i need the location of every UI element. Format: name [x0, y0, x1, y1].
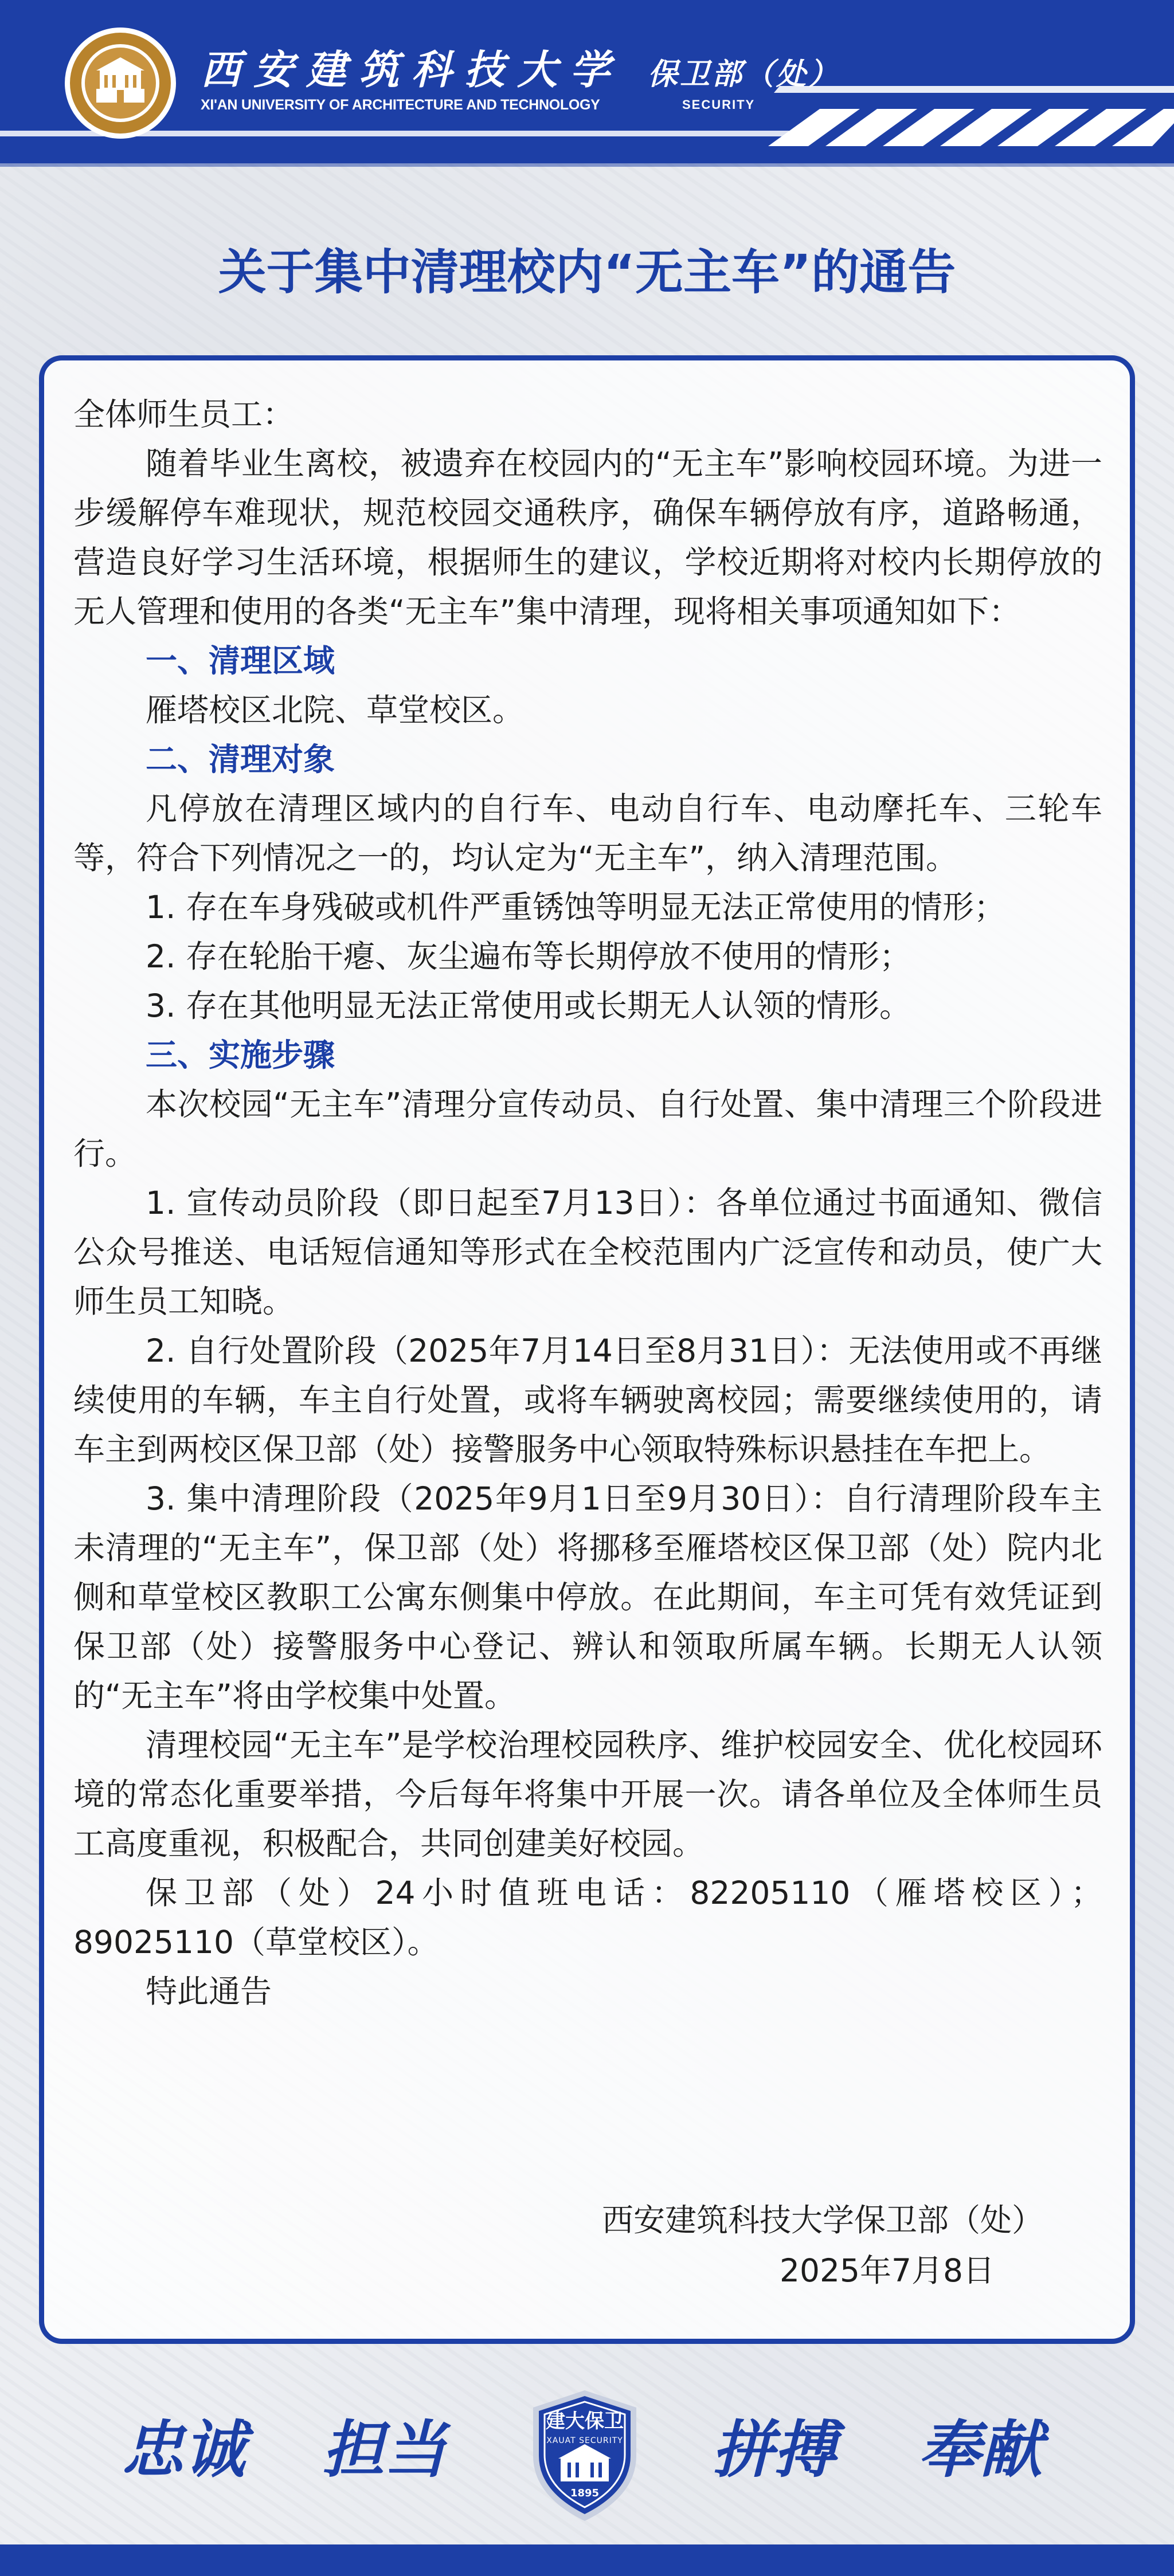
- intro-paragraph: 随着毕业生离校，被遗弃在校园内的“无主车”影响校园环境。为进一步缓解停车难现状，规范校园交通秩序，确保车辆停放有序，道路畅通，营造良好学习生活环境，根据师生的建议，学校近期将对校内长期停放的无人管理和使用的各类“无主车”集中清理，现将相关事项通知如下：: [73, 445, 1102, 630]
- slogan-striving: 拼搏: [711, 2414, 836, 2486]
- department-name-en: SECURITY: [682, 97, 756, 112]
- section-heading-area: 一、清理区域: [146, 642, 335, 679]
- university-name-cn: 西安建筑科技大学: [201, 46, 623, 93]
- list-item: 3. 存在其他明显无法正常使用或长期无人认领的情形。: [146, 987, 911, 1024]
- section-area-text: 雁塔校区北院、草堂校区。: [146, 692, 525, 728]
- issuer-name: 西安建筑科技大学保卫部（处）: [601, 2202, 1043, 2238]
- end-phrase: 特此通告: [146, 1973, 272, 2010]
- footer-bar: [0, 2544, 1174, 2576]
- issue-date: 2025年7月8日: [780, 2252, 995, 2289]
- list-item: 2. 存在轮胎干瘪、灰尘遍布等长期停放不使用的情形；: [146, 938, 911, 975]
- section-steps-text: 本次校园“无主车”清理分宣传动员、自行处置、集中清理三个阶段进行。: [73, 1086, 1102, 1172]
- university-logo: [63, 26, 178, 140]
- signature-block: [75, 2195, 1043, 2296]
- university-name-en: XI'AN UNIVERSITY OF ARCHITECTURE AND TECHNOLOGY: [201, 97, 600, 113]
- slogan-loyalty: 忠诚: [121, 2414, 245, 2486]
- salutation: 全体师生员工：: [73, 396, 295, 433]
- department-name-cn: 保卫部（处）: [648, 57, 841, 92]
- header-banner: [0, 0, 1174, 172]
- list-item: 1. 宣传动员阶段（即日起至7月13日）：各单位通过书面通知、微信公众号推送、电话短信通知等形式在全校范围内广泛宣传和动员，使广大师生员工知晓。: [73, 1185, 1102, 1320]
- section-heading-steps: 三、实施步骤: [146, 1037, 335, 1073]
- notice-title: 关于集中清理校内“无主车”的通告: [218, 244, 956, 300]
- badge-subtitle: XAUAT SECURITY: [546, 2436, 623, 2445]
- slogan-dedication: 奉献: [918, 2414, 1042, 2486]
- slogan-responsibility: 担当: [322, 2414, 446, 2486]
- security-badge-icon: [527, 2387, 642, 2524]
- section-targets-text: 凡停放在清理区域内的自行车、电动自行车、电动摩托车、三轮车等，符合下列情况之一的，均认定为“无主车”，纳入清理范围。: [73, 790, 1102, 876]
- list-item: 3. 集中清理阶段（2025年9月1日至9月30日）：自行清理阶段车主未清理的“无主车”，保卫部（处）将挪移至雁塔校区保卫部（处）院内北侧和草堂校区教职工公寓东侧集中停放。在此期间，车主可凭有效凭证到保卫部（处）接警服务中心登记、辨认和领取所属车辆。长期无人认领的“无主车”将由学校集中处置。: [73, 1480, 1102, 1714]
- hotline-paragraph: 保卫部（处）24小时值班电话：82205110（雁塔校区）；89025110（草堂校区）。: [73, 1875, 1102, 1961]
- badge-year: 1895: [570, 2487, 600, 2499]
- section-heading-targets: 二、清理对象: [146, 741, 335, 778]
- list-item: 2. 自行处置阶段（2025年7月14日至8月31日）：无法使用或不再继续使用的车辆，车主自行处置，或将车辆驶离校园；需要继续使用的，请车主到两校区保卫部（处）接警服务中心领取特殊标识悬挂在车把上。: [73, 1332, 1102, 1468]
- notice-body: [73, 390, 1102, 2016]
- closing-paragraph: 清理校园“无主车”是学校治理校园秩序、维护校园安全、优化校园环境的常态化重要举措，今后每年将集中开展一次。请各单位及全体师生员工高度重视，积极配合，共同创建美好校园。: [73, 1727, 1102, 1862]
- badge-title: 建大保卫: [546, 2410, 624, 2433]
- list-item: 1. 存在车身残破或机件严重锈蚀等明显无法正常使用的情形；: [146, 889, 1005, 926]
